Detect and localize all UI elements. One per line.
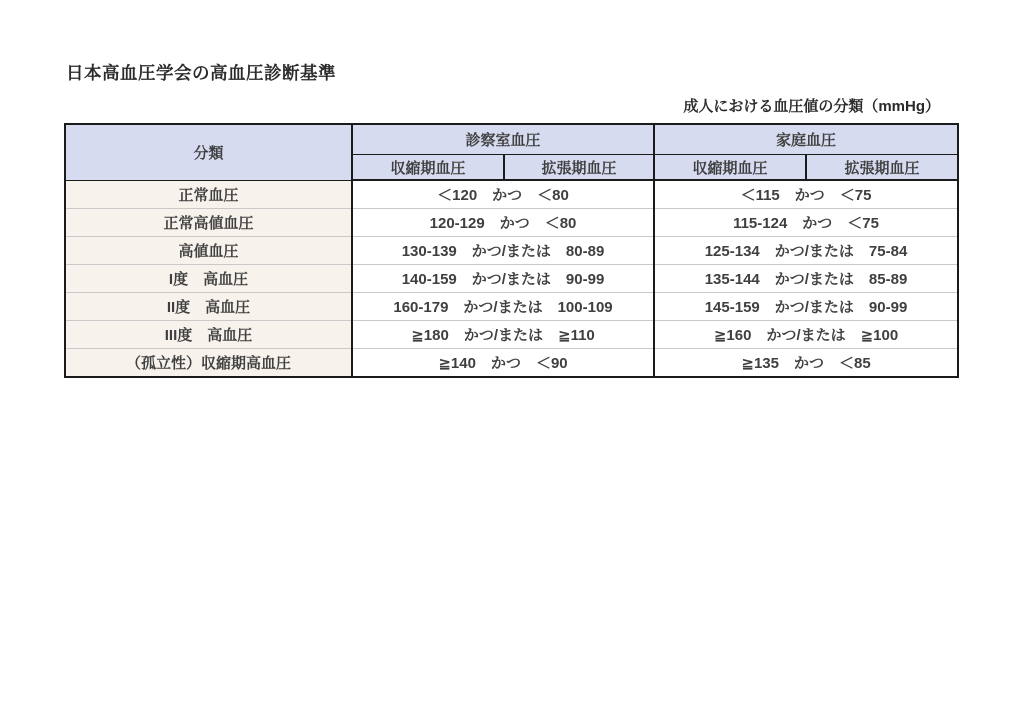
home-value-cell: ≧135 かつ ＜85 <box>654 349 958 378</box>
column-header-home-diastolic: 拡張期血圧 <box>806 155 958 181</box>
table-row <box>65 237 958 265</box>
page-title: 日本高血圧学会の高血圧診断基準 <box>66 63 336 83</box>
category-cell: （孤立性）収縮期高血圧 <box>65 349 352 378</box>
clinic-value-cell: 120-129 かつ ＜80 <box>352 209 654 237</box>
category-cell: II度 高血圧 <box>65 293 352 321</box>
column-header-category: 分類 <box>65 124 352 180</box>
home-value-cell: 135-144 かつ/または 85-89 <box>654 265 958 293</box>
clinic-value-cell: ≧180 かつ/または ≧110 <box>352 321 654 349</box>
table-row <box>65 349 958 378</box>
clinic-value-cell: ＜120 かつ ＜80 <box>352 180 654 209</box>
home-value-cell: 115-124 かつ ＜75 <box>654 209 958 237</box>
table-row <box>65 209 958 237</box>
home-value-cell: 145-159 かつ/または 90-99 <box>654 293 958 321</box>
column-group-clinic-bp: 診察室血圧 <box>352 124 654 155</box>
clinic-value-cell: 140-159 かつ/または 90-99 <box>352 265 654 293</box>
home-value-cell: ≧160 かつ/または ≧100 <box>654 321 958 349</box>
blood-pressure-table <box>64 123 959 378</box>
clinic-value-cell: 130-139 かつ/または 80-89 <box>352 237 654 265</box>
column-header-home-systolic: 収縮期血圧 <box>654 155 806 181</box>
header-group-row <box>65 124 958 155</box>
table-row <box>65 293 958 321</box>
category-cell: 正常高値血圧 <box>65 209 352 237</box>
table-row <box>65 180 958 209</box>
clinic-value-cell: ≧140 かつ ＜90 <box>352 349 654 378</box>
table-row <box>65 265 958 293</box>
home-value-cell: 125-134 かつ/または 75-84 <box>654 237 958 265</box>
table-row <box>65 321 958 349</box>
category-cell: 高値血圧 <box>65 237 352 265</box>
column-group-home-bp: 家庭血圧 <box>654 124 958 155</box>
category-cell: III度 高血圧 <box>65 321 352 349</box>
home-value-cell: ＜115 かつ ＜75 <box>654 180 958 209</box>
clinic-value-cell: 160-179 かつ/または 100-109 <box>352 293 654 321</box>
category-cell: 正常血圧 <box>65 180 352 209</box>
table-caption: 成人における血圧値の分類（mmHg） <box>683 98 940 115</box>
column-header-clinic-systolic: 収縮期血圧 <box>352 155 504 181</box>
column-header-clinic-diastolic: 拡張期血圧 <box>504 155 654 181</box>
category-cell: I度 高血圧 <box>65 265 352 293</box>
